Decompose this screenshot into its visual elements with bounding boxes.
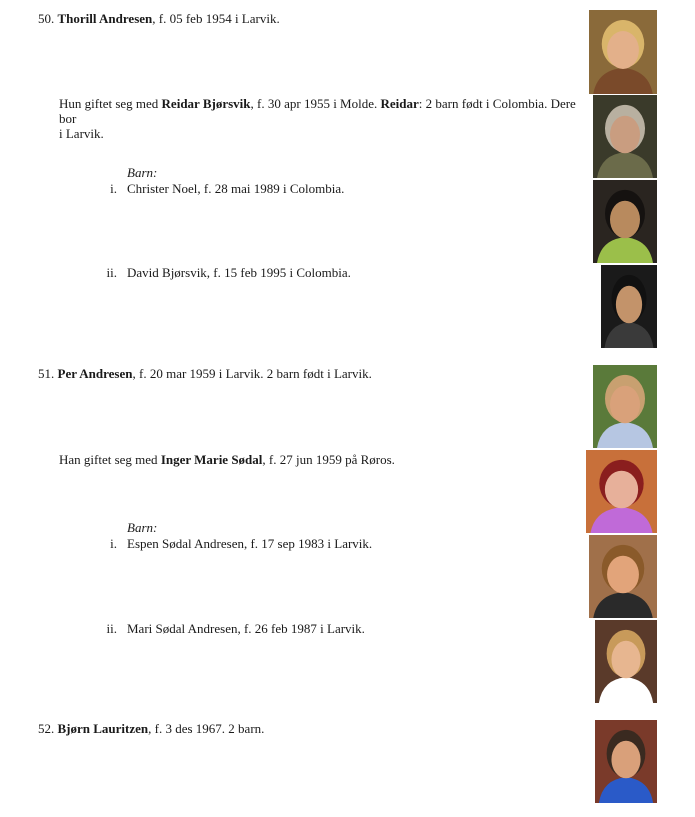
photo-face xyxy=(605,471,638,509)
entry-number: 50. xyxy=(38,11,55,26)
child-roman: ii. xyxy=(106,621,117,636)
photo-face xyxy=(607,31,639,69)
photo-face xyxy=(610,116,640,154)
portrait-graphic xyxy=(589,535,657,618)
child-entry: Espen Sødal Andresen, f. 17 sep 1983 i Larvik. xyxy=(127,536,373,551)
spouse-short-name: Reidar xyxy=(380,96,419,111)
photo-face xyxy=(611,641,640,679)
photo-per-andresen xyxy=(593,365,657,448)
children-label: Barn: xyxy=(127,165,158,180)
photo-mari-sodal-andresen xyxy=(595,620,657,703)
child-roman: i. xyxy=(110,181,117,196)
person-name: Thorill Andresen xyxy=(57,11,153,26)
portrait-graphic xyxy=(595,720,657,803)
entry-52-header xyxy=(38,721,264,736)
portrait-graphic xyxy=(593,95,657,178)
person-name: Bjørn Lauritzen xyxy=(57,721,149,736)
photo-reidar-bjorsvik xyxy=(593,95,657,178)
entry-50-spouse: Hun giftet seg med Reidar Bjørsvik, f. 30 apr 1955 i Molde. Reidar: 2 barn født i Colombia. Dere bor i Larvik. xyxy=(59,96,576,141)
portrait-graphic xyxy=(595,620,657,703)
child-entry: Mari Sødal Andresen, f. 26 feb 1987 i Larvik. xyxy=(127,621,365,636)
person-details: , f. 05 feb 1954 i Larvik. xyxy=(152,11,280,26)
photo-david-bjorsvik xyxy=(601,265,657,348)
entry-51-spouse: Han giftet seg med Inger Marie Sødal, f. 27 jun 1959 på Røros. xyxy=(59,452,395,467)
spouse-name: Inger Marie Sødal xyxy=(160,452,263,467)
portrait-graphic xyxy=(589,10,657,94)
child-roman: ii. xyxy=(106,265,117,280)
person-details: , f. 20 mar 1959 i Larvik. 2 barn født i Larvik. xyxy=(132,366,372,381)
person-name: Per Andresen xyxy=(57,366,133,381)
portrait-graphic xyxy=(601,265,657,348)
photo-bjorn-lauritzen xyxy=(595,720,657,803)
portrait-graphic xyxy=(593,180,657,263)
child-entry: David Bjørsvik, f. 15 feb 1995 i Colombia. xyxy=(127,265,351,280)
photo-face xyxy=(611,741,640,779)
person-details: , f. 3 des 1967. 2 barn. xyxy=(148,721,265,736)
spouse-name: Reidar Bjørsvik xyxy=(161,96,251,111)
entry-50-header xyxy=(38,11,280,26)
photo-thorill-andresen xyxy=(589,10,657,94)
photo-face xyxy=(607,556,639,594)
entry-51-header xyxy=(38,366,372,381)
photo-face xyxy=(610,386,640,424)
child-entry: Christer Noel, f. 28 mai 1989 i Colombia. xyxy=(127,181,345,196)
photo-face xyxy=(616,286,642,324)
portrait-graphic xyxy=(593,365,657,448)
entry-number: 52. xyxy=(38,721,55,736)
photo-christer-noel xyxy=(593,180,657,263)
child-roman: i. xyxy=(110,536,117,551)
photo-face xyxy=(610,201,640,239)
portrait-graphic xyxy=(586,450,657,533)
photo-inger-marie-sodal xyxy=(586,450,657,533)
children-label: Barn: xyxy=(127,520,158,535)
photo-espen-sodal-andresen xyxy=(589,535,657,618)
entry-number: 51. xyxy=(38,366,55,381)
